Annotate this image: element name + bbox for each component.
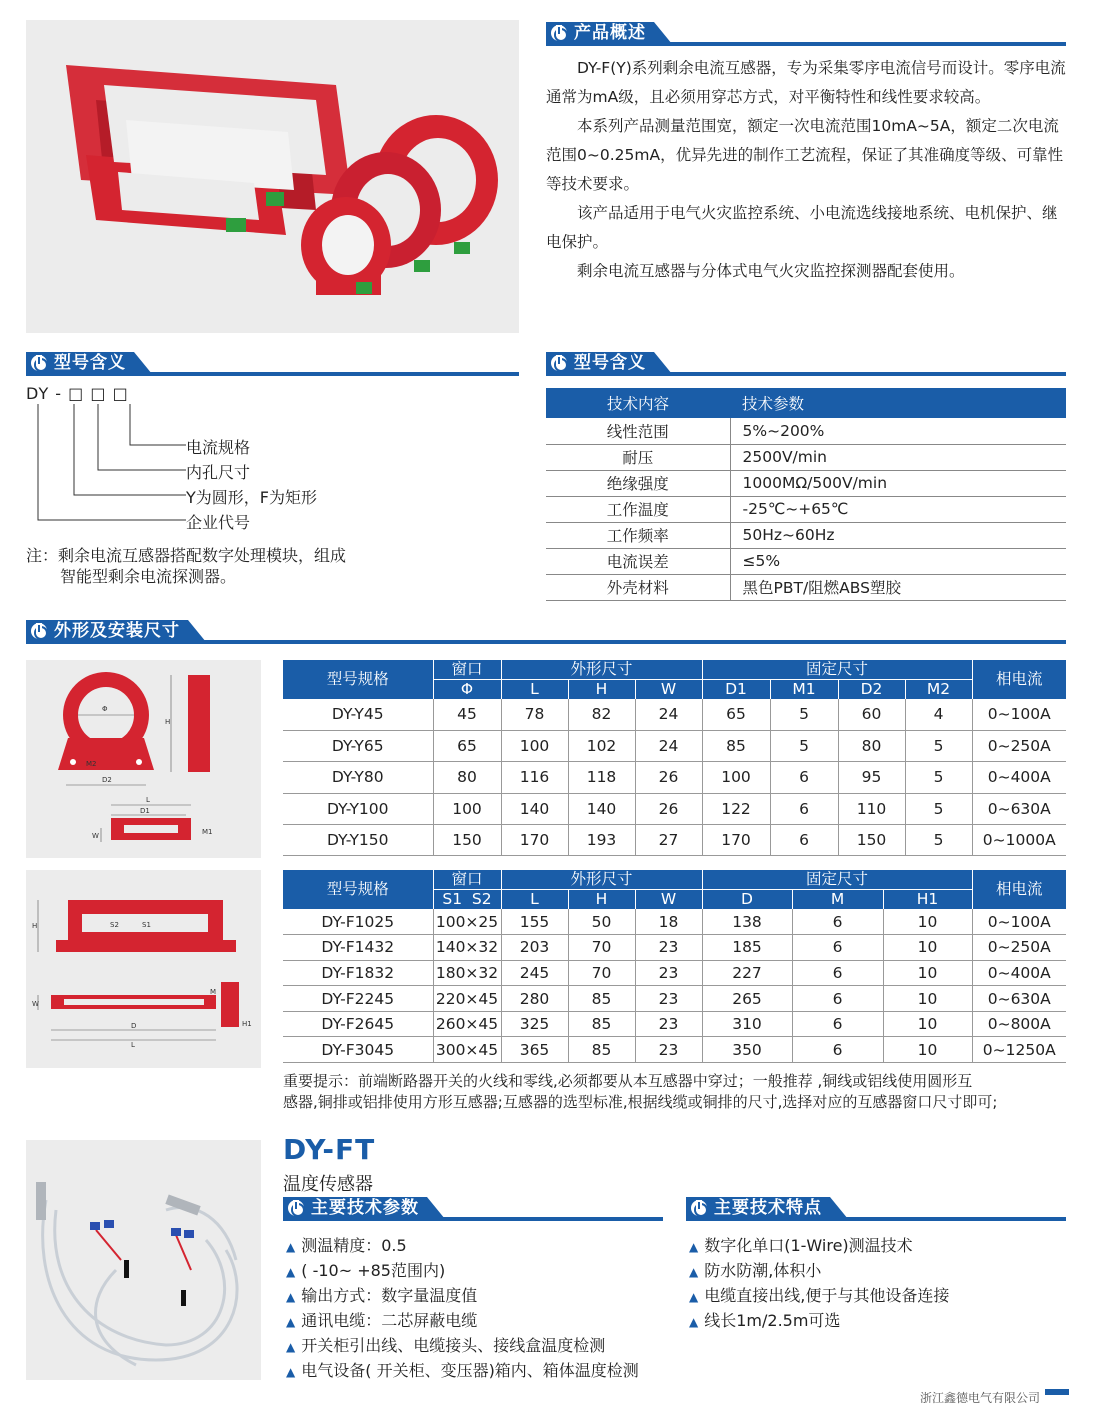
rect-head-d: D [702,890,792,910]
round-dims-cell: 0~1000A [972,825,1066,856]
rect-dims-cell: 0~250A [972,935,1066,961]
round-dims-cell: 6 [770,793,838,824]
ft-feature-item [689,1259,1069,1284]
round-dims-cell: 5 [905,730,972,761]
triangle-bullet-icon: ▲ [286,1290,296,1304]
round-dims-cell: 78 [501,699,568,730]
round-dims-cell: 65 [433,730,501,761]
power-icon [691,1200,707,1216]
rect-dims-cell: 23 [635,935,702,961]
overview-p2: 本系列产品测量范围宽，额定一次电流范围10mA~5A，额定二次电流范围0~0.25mA，优异先进的制作工艺流程，保证了其准确度等级、可靠性等技术要求。 [546,117,1064,193]
round-dims-cell: 116 [501,762,568,793]
round-dims-cell: 80 [433,762,501,793]
rect-head-m: M [792,890,883,910]
diag-s1: S1 [142,921,151,929]
rect-dims-cell: 70 [568,960,635,986]
round-dims-table [283,660,1066,856]
diag-rect-d: D [131,1022,137,1030]
round-head-w: W [635,680,702,700]
round-dims-row [283,762,1066,793]
round-dims-cell: 193 [568,825,635,856]
power-icon [31,623,47,639]
rect-dims-cell: 180×32 [433,960,501,986]
diag-d1: D1 [140,807,150,815]
spec-head-item: 技术内容 [546,388,730,418]
rect-dims-cell: 220×45 [433,986,501,1012]
round-dims-cell: 0~400A [972,762,1066,793]
triangle-bullet-icon: ▲ [689,1290,699,1304]
ft-param-item-text: 电气设备( 开关柜、变压器)箱内、箱体温度检测 [301,1361,639,1380]
ft-param-item [286,1309,676,1334]
ft-param-item-text: 通讯电缆：二芯屏蔽电缆 [301,1311,478,1330]
ft-model: DY-FT [283,1133,376,1166]
ft-feature-item [689,1234,1069,1259]
ft-param-item [286,1284,676,1309]
round-dims-cell: 85 [702,730,770,761]
rect-dims-cell: 350 [702,1037,792,1063]
model-code-diagram [26,400,196,530]
round-dims-cell: 100 [501,730,568,761]
rect-dims-cell: 6 [792,960,883,986]
triangle-bullet-icon: ▲ [286,1315,296,1329]
model-note [26,545,346,587]
round-dims-cell: DY-Y150 [283,825,433,856]
ft-features-header [686,1197,1066,1223]
rect-dims-cell: DY-F2245 [283,986,433,1012]
model-label-company: 企业代号 [186,513,251,532]
rect-dims-cell: 0~800A [972,1011,1066,1037]
important-notice [283,1071,1073,1113]
rect-dims-cell: 10 [883,986,972,1012]
ft-params-header [283,1197,663,1223]
notice-line2: 感器,铜排或铝排使用方形互感器;互感器的选型标准,根据线缆或铜排的尺寸,选择对应的互感器窗口尺寸即可; [283,1093,998,1111]
spec-item: 绝缘强度 [546,470,730,496]
spec-item: 耐压 [546,444,730,470]
rect-dims-row [283,935,1066,961]
rect-head-l: L [501,890,568,910]
rect-head-fix: 固定尺寸 [702,870,972,890]
rect-dims-cell: 70 [568,935,635,961]
rect-head-s: S1 S2 [433,890,501,910]
overview-p3: 该产品适用于电气火灾监控系统、小电流选线接地系统、电机保护、继电保护。 [546,204,1058,251]
overview-p4: 剩余电流互感器与分体式电气火灾监控探测器配套使用。 [577,262,965,280]
rect-dims-cell: 245 [501,960,568,986]
spec-value: ≤5% [730,548,1066,574]
rect-dims-cell: 227 [702,960,792,986]
ft-feature-item [689,1284,1069,1309]
round-dims-cell: 26 [635,793,702,824]
spec-header [546,352,1066,378]
rect-dims-cell: 23 [635,986,702,1012]
rect-dims-cell: DY-F2645 [283,1011,433,1037]
model-code: DY - □ □ □ [26,384,129,403]
footer-company-name: 浙江鑫德电气有限公司 [920,1391,1041,1405]
ft-feature-item [689,1309,1069,1334]
round-head-h: H [568,680,635,700]
footer-company [920,1389,1040,1406]
diag-rect-m: M [210,988,217,996]
ft-param-item [286,1259,676,1284]
rect-head-model: 型号规格 [283,870,433,909]
rect-dims-cell: 23 [635,1011,702,1037]
spec-row [546,470,1066,496]
diag-d2: D2 [102,776,112,784]
model-meaning-header [26,352,519,378]
round-dims-cell: DY-Y45 [283,699,433,730]
diag-l: L [146,796,150,804]
round-dims-cell: 65 [702,699,770,730]
product-photo [26,20,519,333]
page-number-block [1045,1389,1069,1395]
spec-item: 工作温度 [546,496,730,522]
round-head-model: 型号规格 [283,660,433,699]
ft-name: 温度传感器 [283,1174,373,1195]
rect-dims-cell: 50 [568,909,635,935]
rect-dims-cell: 0~630A [972,986,1066,1012]
rect-head-h1: H1 [883,890,972,910]
diag-rect-w: W [32,1000,39,1008]
ft-features-list [689,1234,1069,1334]
triangle-bullet-icon: ▲ [286,1365,296,1379]
rect-dims-cell: 140×32 [433,935,501,961]
rect-dims-row [283,960,1066,986]
round-dims-cell: 150 [838,825,905,856]
ft-param-item-text: 输出方式：数字量温度值 [301,1286,478,1305]
model-label-current: 电流规格 [186,438,251,457]
rect-dimension-drawing [26,870,261,1068]
round-head-d1: D1 [702,680,770,700]
round-head-fix: 固定尺寸 [702,660,972,680]
round-dims-cell: 102 [568,730,635,761]
spec-table [546,388,1066,601]
spec-row [546,418,1066,444]
spec-row [546,548,1066,574]
round-dims-cell: 100 [702,762,770,793]
ft-param-item-text: 测温精度：0.5 [301,1236,407,1255]
diag-rect-h: H [32,922,38,930]
round-dims-cell: 4 [905,699,972,730]
rect-dims-cell: 6 [792,935,883,961]
spec-item: 工作频率 [546,522,730,548]
round-dims-cell: 5 [905,793,972,824]
ft-feature-item-text: 线长1m/2.5m可选 [704,1311,841,1330]
spec-row [546,522,1066,548]
round-dims-cell: 80 [838,730,905,761]
round-dims-cell: 118 [568,762,635,793]
rect-dims-cell: 365 [501,1037,568,1063]
round-dims-row [283,825,1066,856]
round-dims-cell: 100 [433,793,501,824]
round-dims-cell: 150 [433,825,501,856]
overview-header [546,22,1066,48]
spec-value: 50Hz~60Hz [730,522,1066,548]
round-dims-cell: 95 [838,762,905,793]
rect-head-h: H [568,890,635,910]
round-dims-cell: 5 [905,825,972,856]
diag-w: W [92,832,99,840]
round-dims-cell: 140 [568,793,635,824]
rect-dims-cell: DY-F1832 [283,960,433,986]
diag-m1: M1 [202,828,213,836]
overview-text [546,54,1068,286]
round-head-m1: M1 [770,680,838,700]
round-dims-cell: DY-Y65 [283,730,433,761]
round-dims-row [283,730,1066,761]
round-dims-cell: DY-Y80 [283,762,433,793]
round-dims-cell: 60 [838,699,905,730]
model-note-line2: 智能型剩余电流探测器。 [60,567,237,586]
round-dims-cell: 5 [770,730,838,761]
round-head-current: 相电流 [972,660,1066,699]
round-dims-row [283,793,1066,824]
power-icon [288,1200,304,1216]
rect-dims-table [283,870,1066,1063]
rect-dims-cell: 0~400A [972,960,1066,986]
spec-value: 2500V/min [730,444,1066,470]
rect-dims-cell: 0~100A [972,909,1066,935]
ft-param-item [286,1334,676,1359]
spec-item: 线性范围 [546,418,730,444]
rect-dims-cell: 23 [635,1037,702,1063]
model-label-bore: 内孔尺寸 [186,463,251,482]
round-dims-cell: 122 [702,793,770,824]
round-dims-cell: 0~630A [972,793,1066,824]
rect-dims-cell: 18 [635,909,702,935]
rect-dims-cell: 23 [635,960,702,986]
rect-dims-cell: 6 [792,986,883,1012]
rect-dims-cell: 185 [702,935,792,961]
round-dims-cell: 5 [770,699,838,730]
rect-dims-cell: 6 [792,909,883,935]
triangle-bullet-icon: ▲ [286,1240,296,1254]
spec-value: -25℃~+65℃ [730,496,1066,522]
rect-dims-cell: DY-F3045 [283,1037,433,1063]
rect-dims-cell: 203 [501,935,568,961]
power-icon [31,355,47,371]
rect-head-outer: 外形尺寸 [501,870,702,890]
rect-dims-cell: 310 [702,1011,792,1037]
round-dims-cell: 170 [501,825,568,856]
round-dims-cell: 6 [770,762,838,793]
rect-dims-cell: 300×45 [433,1037,501,1063]
round-dims-cell: DY-Y100 [283,793,433,824]
rect-dims-row [283,1011,1066,1037]
ft-feature-item-text: 防水防潮,体积小 [704,1261,822,1280]
round-dims-row [283,699,1066,730]
diag-rect-l: L [131,1041,135,1049]
round-dims-cell: 170 [702,825,770,856]
ft-feature-item-text: 电缆直接出线,便于与其他设备连接 [704,1286,950,1305]
round-dims-cell: 0~100A [972,699,1066,730]
round-dims-cell: 24 [635,699,702,730]
rect-dims-cell: 325 [501,1011,568,1037]
round-dims-cell: 5 [905,762,972,793]
round-head-window: 窗口 [433,660,501,680]
rect-dims-cell: 85 [568,1011,635,1037]
triangle-bullet-icon: ▲ [689,1315,699,1329]
transformer-illustration [26,20,519,333]
triangle-bullet-icon: ▲ [689,1240,699,1254]
round-dims-cell: 26 [635,762,702,793]
rect-dims-row [283,909,1066,935]
diag-phi: Φ [102,705,108,713]
round-dims-cell: 0~250A [972,730,1066,761]
rect-head-w: W [635,890,702,910]
power-icon [551,355,567,371]
rect-dims-cell: 6 [792,1011,883,1037]
rect-dims-cell: 10 [883,935,972,961]
spec-row [546,444,1066,470]
round-dims-cell: 24 [635,730,702,761]
spec-title: 型号含义 [574,353,646,373]
triangle-bullet-icon: ▲ [286,1340,296,1354]
spec-row [546,574,1066,600]
spec-item: 外壳材料 [546,574,730,600]
rect-dims-cell: DY-F1432 [283,935,433,961]
round-dims-cell: 82 [568,699,635,730]
rect-dims-cell: 100×25 [433,909,501,935]
rect-head-current: 相电流 [972,870,1066,909]
spec-value: 黑色PBT/阻燃ABS塑胶 [730,574,1066,600]
diag-rect-h1: H1 [242,1020,252,1028]
round-head-outer: 外形尺寸 [501,660,702,680]
rect-dims-cell: 10 [883,1011,972,1037]
spec-value: 1000MΩ/500V/min [730,470,1066,496]
ft-param-item [286,1234,676,1259]
overview-p1: DY-F(Y)系列剩余电流互感器，专为采集零序电流信号而设计。零序电流通常为mA级，且必须用穿芯方式，对平衡特性和线性要求较高。 [546,59,1066,106]
overview-title: 产品概述 [574,23,646,43]
temperature-sensor-photo [26,1140,261,1380]
model-note-line1: 注：剩余电流互感器搭配数字处理模块，组成 [26,546,347,565]
spec-row [546,496,1066,522]
spec-value: 5%~200% [730,418,1066,444]
rect-dims-cell: 85 [568,1037,635,1063]
rect-dims-row [283,1037,1066,1063]
model-label-shape: Y为圆形，F为矩形 [186,488,317,507]
ft-param-item [286,1359,676,1384]
spec-head-value: 技术参数 [730,388,1066,418]
notice-line1: 重要提示：前端断路器开关的火线和零线,必须都要从本互感器中穿过；一般推荐 ,铜线或铝线使用圆形互 [283,1072,973,1090]
dims-title: 外形及安装尺寸 [54,621,180,641]
round-head-l: L [501,680,568,700]
round-dims-cell: 110 [838,793,905,824]
round-dims-cell: 6 [770,825,838,856]
round-head-phi: Φ [433,680,501,700]
round-dims-cell: 27 [635,825,702,856]
ft-params-title: 主要技术参数 [311,1198,419,1218]
diag-s2: S2 [110,921,119,929]
round-dims-cell: 45 [433,699,501,730]
rect-dims-cell: 6 [792,1037,883,1063]
rect-dims-cell: 10 [883,960,972,986]
rect-dims-cell: 138 [702,909,792,935]
triangle-bullet-icon: ▲ [689,1265,699,1279]
dims-header [26,620,1066,646]
rect-dims-cell: 10 [883,1037,972,1063]
ft-param-item-text: ( -10~ +85范围内) [301,1261,446,1280]
spec-item: 电流误差 [546,548,730,574]
round-dims-cell: 140 [501,793,568,824]
rect-dims-cell: DY-F1025 [283,909,433,935]
ft-feature-item-text: 数字化单口(1-Wire)测温技术 [704,1236,913,1255]
power-icon [551,25,567,41]
round-dimension-drawing [26,660,261,858]
ft-params-list [286,1234,676,1384]
model-meaning-title: 型号含义 [54,353,126,373]
ft-features-title: 主要技术特点 [714,1198,822,1218]
round-head-d2: D2 [838,680,905,700]
diag-m2: M2 [86,760,97,768]
rect-head-window: 窗口 [433,870,501,890]
diag-h: H [165,718,171,726]
rect-dims-cell: 265 [702,986,792,1012]
round-head-m2: M2 [905,680,972,700]
rect-dims-cell: 260×45 [433,1011,501,1037]
triangle-bullet-icon: ▲ [286,1265,296,1279]
rect-dims-cell: 0~1250A [972,1037,1066,1063]
rect-dims-cell: 280 [501,986,568,1012]
rect-dims-cell: 10 [883,909,972,935]
rect-dims-cell: 155 [501,909,568,935]
ft-param-item-text: 开关柜引出线、电缆接头、接线盒温度检测 [301,1336,606,1355]
rect-dims-row [283,986,1066,1012]
rect-dims-cell: 85 [568,986,635,1012]
